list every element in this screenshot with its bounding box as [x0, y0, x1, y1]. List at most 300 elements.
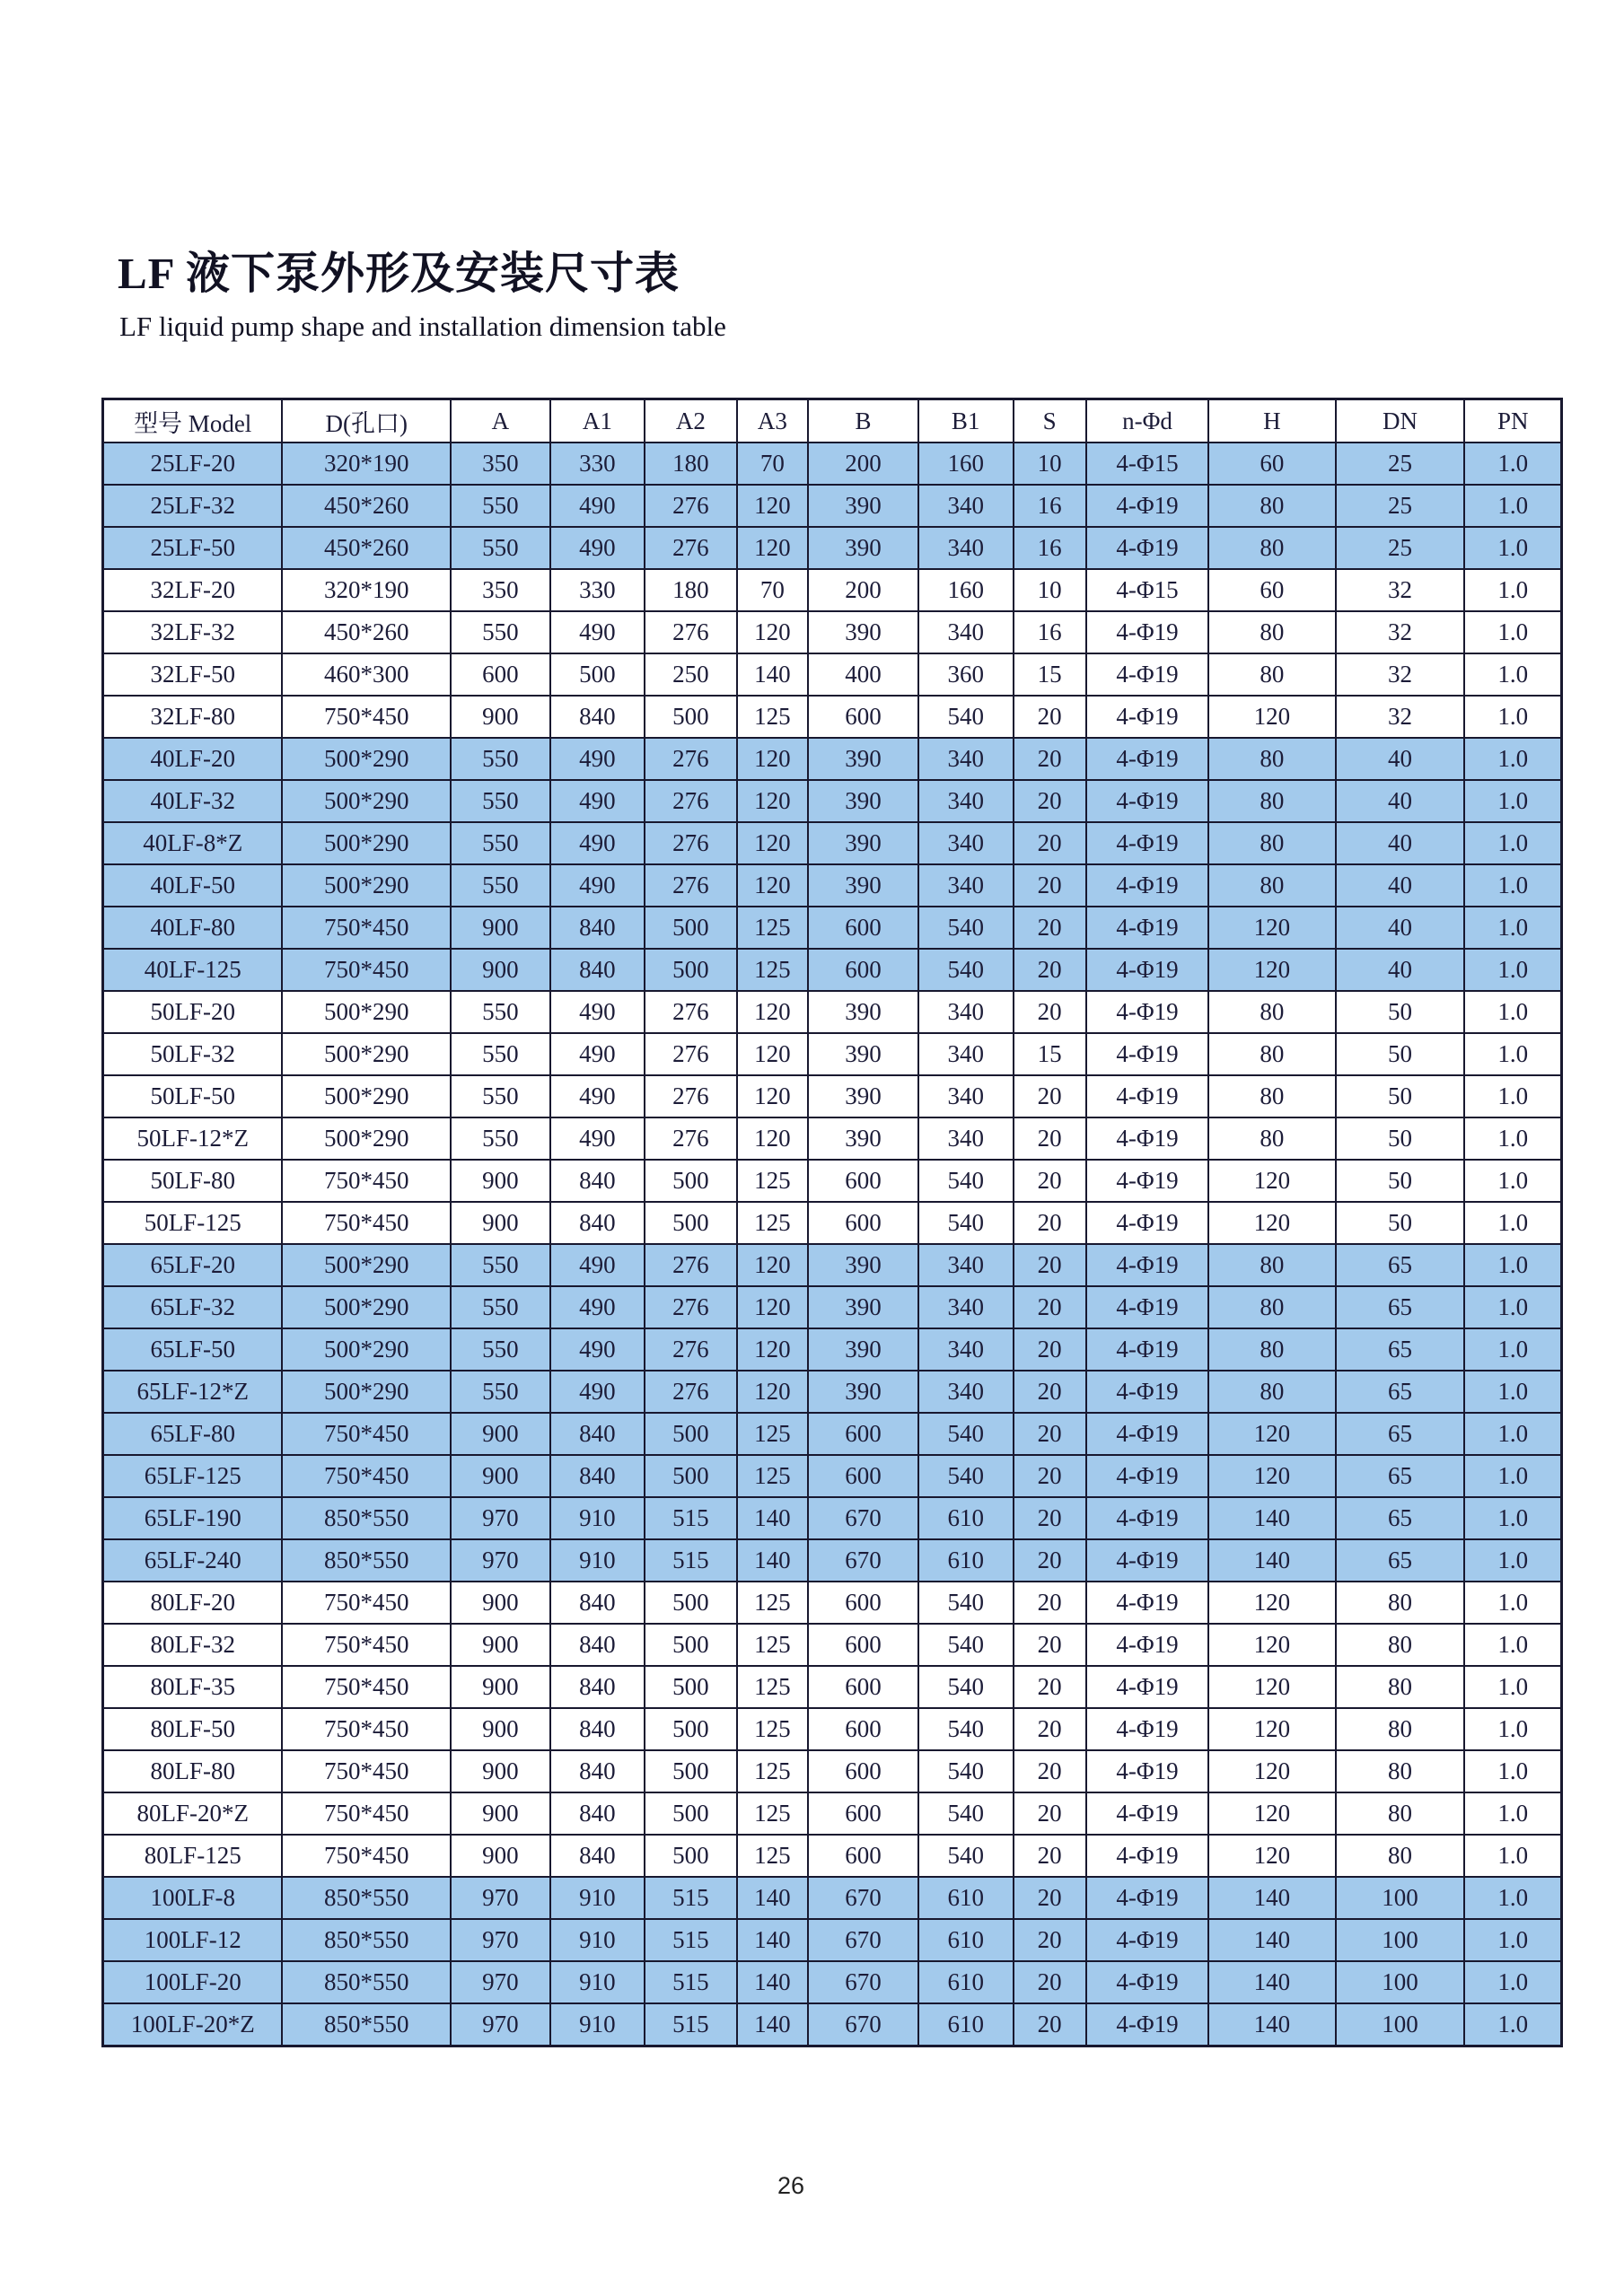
- table-cell: 120: [737, 1033, 809, 1075]
- page-title: LF 液下泵外形及安装尺寸表: [118, 249, 680, 298]
- table-cell: 320*190: [282, 443, 451, 485]
- table-cell: 390: [808, 485, 918, 527]
- table-cell: 490: [550, 1117, 645, 1160]
- table-cell: 276: [645, 864, 736, 907]
- table-cell: 600: [808, 1160, 918, 1202]
- table-cell: 140: [1208, 1919, 1335, 1961]
- table-cell: 840: [550, 1582, 645, 1624]
- table-cell: 900: [451, 1455, 550, 1497]
- table-row: [103, 1792, 1562, 1835]
- table-cell: 515: [645, 1919, 736, 1961]
- table-cell: 20: [1014, 949, 1086, 991]
- table-cell: 120: [737, 864, 809, 907]
- table-cell: 20: [1014, 1835, 1086, 1877]
- table-cell: 4-Φ19: [1086, 1244, 1208, 1286]
- table-cell: 900: [451, 949, 550, 991]
- table-cell: 120: [1208, 1160, 1335, 1202]
- table-cell: 100: [1336, 1877, 1465, 1919]
- table-cell: 1.0: [1464, 1708, 1561, 1750]
- table-cell: 20: [1014, 1624, 1086, 1666]
- table-row: [103, 1750, 1562, 1792]
- table-cell: 100: [1336, 2003, 1465, 2046]
- table-cell: 500: [645, 1413, 736, 1455]
- table-cell: 490: [550, 738, 645, 780]
- table-cell: 80: [1208, 991, 1335, 1033]
- table-cell: 40LF-20: [103, 738, 283, 780]
- table-cell: 4-Φ19: [1086, 2003, 1208, 2046]
- table-cell: 540: [918, 696, 1014, 738]
- table-cell: 500*290: [282, 991, 451, 1033]
- table-cell: 360: [918, 653, 1014, 696]
- table-cell: 4-Φ19: [1086, 1371, 1208, 1413]
- table-cell: 20: [1014, 1413, 1086, 1455]
- table-cell: 910: [550, 1919, 645, 1961]
- table-cell: 340: [918, 1371, 1014, 1413]
- table-cell: 80LF-125: [103, 1835, 283, 1877]
- table-cell: 120: [1208, 696, 1335, 738]
- table-cell: 750*450: [282, 949, 451, 991]
- table-cell: 600: [808, 1666, 918, 1708]
- table-cell: 80: [1208, 864, 1335, 907]
- table-cell: 550: [451, 1075, 550, 1117]
- table-cell: 1.0: [1464, 1666, 1561, 1708]
- table-cell: 850*550: [282, 1877, 451, 1919]
- table-cell: 1.0: [1464, 527, 1561, 569]
- table-cell: 4-Φ19: [1086, 907, 1208, 949]
- table-cell: 80LF-35: [103, 1666, 283, 1708]
- table-cell: 1.0: [1464, 864, 1561, 907]
- table-cell: 4-Φ19: [1086, 1160, 1208, 1202]
- table-cell: 670: [808, 1497, 918, 1539]
- table-cell: 40: [1336, 864, 1465, 907]
- table-cell: 4-Φ19: [1086, 949, 1208, 991]
- table-cell: 65LF-12*Z: [103, 1371, 283, 1413]
- table-cell: 340: [918, 864, 1014, 907]
- table-cell: 900: [451, 1835, 550, 1877]
- table-cell: 350: [451, 569, 550, 611]
- table-cell: 16: [1014, 527, 1086, 569]
- table-cell: 600: [808, 949, 918, 991]
- table-cell: 540: [918, 1792, 1014, 1835]
- table-cell: 500*290: [282, 1033, 451, 1075]
- table-cell: 500*290: [282, 1075, 451, 1117]
- table-cell: 840: [550, 907, 645, 949]
- table-cell: 340: [918, 822, 1014, 864]
- table-cell: 910: [550, 1539, 645, 1582]
- table-cell: 610: [918, 1961, 1014, 2003]
- table-cell: 80: [1208, 611, 1335, 653]
- table-cell: 450*260: [282, 527, 451, 569]
- table-cell: 340: [918, 611, 1014, 653]
- table-cell: 340: [918, 738, 1014, 780]
- table-cell: 390: [808, 1244, 918, 1286]
- table-row: [103, 1117, 1562, 1160]
- table-cell: 50LF-20: [103, 991, 283, 1033]
- table-cell: 20: [1014, 991, 1086, 1033]
- table-cell: 450*260: [282, 485, 451, 527]
- table-header: [103, 399, 1562, 443]
- table-cell: 500: [645, 907, 736, 949]
- table-cell: 970: [451, 1961, 550, 2003]
- table-cell: 276: [645, 1075, 736, 1117]
- table-cell: 670: [808, 1919, 918, 1961]
- table-cell: 32LF-80: [103, 696, 283, 738]
- table-cell: 16: [1014, 485, 1086, 527]
- table-cell: 4-Φ19: [1086, 1835, 1208, 1877]
- table-cell: 20: [1014, 1497, 1086, 1539]
- table-cell: 125: [737, 1202, 809, 1244]
- table-cell: 40LF-80: [103, 907, 283, 949]
- table-cell: 276: [645, 1117, 736, 1160]
- table-cell: 140: [1208, 1497, 1335, 1539]
- table-cell: 4-Φ19: [1086, 1117, 1208, 1160]
- table-cell: 276: [645, 1286, 736, 1328]
- table-cell: 515: [645, 1877, 736, 1919]
- table-cell: 140: [737, 1497, 809, 1539]
- table-cell: 500*290: [282, 1371, 451, 1413]
- table-cell: 4-Φ19: [1086, 780, 1208, 822]
- table-cell: 25LF-50: [103, 527, 283, 569]
- table-cell: 20: [1014, 822, 1086, 864]
- table-cell: 390: [808, 1075, 918, 1117]
- table-cell: 65LF-80: [103, 1413, 283, 1455]
- table-cell: 340: [918, 991, 1014, 1033]
- table-cell: 970: [451, 1497, 550, 1539]
- table-cell: 490: [550, 1328, 645, 1371]
- table-cell: 40: [1336, 738, 1465, 780]
- table-cell: 120: [737, 780, 809, 822]
- table-cell: 276: [645, 1244, 736, 1286]
- table-row: [103, 991, 1562, 1033]
- table-cell: 125: [737, 1708, 809, 1750]
- table-row: [103, 1371, 1562, 1413]
- table-cell: 1.0: [1464, 1624, 1561, 1666]
- table-cell: 125: [737, 1835, 809, 1877]
- table-row: [103, 1244, 1562, 1286]
- table-cell: 330: [550, 569, 645, 611]
- table-cell: 550: [451, 1286, 550, 1328]
- table-cell: 10: [1014, 443, 1086, 485]
- table-cell: 500*290: [282, 864, 451, 907]
- table-cell: 32: [1336, 653, 1465, 696]
- table-cell: 340: [918, 1075, 1014, 1117]
- table-cell: 80: [1336, 1750, 1465, 1792]
- table-cell: 100: [1336, 1919, 1465, 1961]
- table-cell: 350: [451, 443, 550, 485]
- table-cell: 60: [1208, 443, 1335, 485]
- table-cell: 490: [550, 485, 645, 527]
- table-cell: 490: [550, 1371, 645, 1413]
- table-cell: 25: [1336, 443, 1465, 485]
- table-row: [103, 2003, 1562, 2046]
- table-cell: 50LF-125: [103, 1202, 283, 1244]
- table-cell: 50: [1336, 1075, 1465, 1117]
- table-cell: 120: [737, 1117, 809, 1160]
- table-row: [103, 1413, 1562, 1455]
- table-cell: 4-Φ19: [1086, 1666, 1208, 1708]
- table-cell: 80LF-20: [103, 1582, 283, 1624]
- table-cell: 600: [808, 907, 918, 949]
- table-cell: 600: [808, 696, 918, 738]
- table-cell: 60: [1208, 569, 1335, 611]
- table-cell: 340: [918, 1033, 1014, 1075]
- table-cell: 970: [451, 1877, 550, 1919]
- table-row: [103, 1582, 1562, 1624]
- table-cell: 670: [808, 2003, 918, 2046]
- table-cell: 540: [918, 1666, 1014, 1708]
- table-cell: 600: [451, 653, 550, 696]
- table-cell: 40: [1336, 822, 1465, 864]
- table-cell: 4-Φ19: [1086, 1286, 1208, 1328]
- table-cell: 40: [1336, 907, 1465, 949]
- table-cell: 4-Φ15: [1086, 443, 1208, 485]
- table-row: [103, 1075, 1562, 1117]
- table-cell: 20: [1014, 1708, 1086, 1750]
- table-cell: 540: [918, 907, 1014, 949]
- table-cell: 390: [808, 1286, 918, 1328]
- table-cell: 20: [1014, 1666, 1086, 1708]
- table-cell: 125: [737, 1582, 809, 1624]
- table-cell: 140: [1208, 1539, 1335, 1582]
- table-cell: 340: [918, 485, 1014, 527]
- table-cell: 40LF-8*Z: [103, 822, 283, 864]
- table-cell: 276: [645, 1033, 736, 1075]
- table-cell: 900: [451, 1624, 550, 1666]
- column-header: DN: [1336, 399, 1465, 443]
- table-row: [103, 1202, 1562, 1244]
- table-cell: 125: [737, 1750, 809, 1792]
- table-row: [103, 780, 1562, 822]
- table-cell: 1.0: [1464, 653, 1561, 696]
- table-cell: 80LF-20*Z: [103, 1792, 283, 1835]
- table-cell: 840: [550, 1750, 645, 1792]
- table-row: [103, 653, 1562, 696]
- table-cell: 670: [808, 1877, 918, 1919]
- table-cell: 125: [737, 1666, 809, 1708]
- table-cell: 500*290: [282, 1244, 451, 1286]
- table-cell: 1.0: [1464, 1497, 1561, 1539]
- table-cell: 1.0: [1464, 1539, 1561, 1582]
- table-cell: 1.0: [1464, 949, 1561, 991]
- table-cell: 50: [1336, 1160, 1465, 1202]
- table-cell: 140: [1208, 2003, 1335, 2046]
- table-cell: 20: [1014, 1582, 1086, 1624]
- table-cell: 65: [1336, 1244, 1465, 1286]
- table-cell: 550: [451, 864, 550, 907]
- table-cell: 20: [1014, 1371, 1086, 1413]
- table-cell: 140: [737, 1539, 809, 1582]
- table-row: [103, 527, 1562, 569]
- column-header: n-Φd: [1086, 399, 1208, 443]
- table-cell: 540: [918, 1708, 1014, 1750]
- table-cell: 670: [808, 1961, 918, 2003]
- table-cell: 390: [808, 738, 918, 780]
- table-cell: 20: [1014, 2003, 1086, 2046]
- table-cell: 65LF-190: [103, 1497, 283, 1539]
- table-row: [103, 1497, 1562, 1539]
- table-cell: 500*290: [282, 822, 451, 864]
- table-cell: 20: [1014, 1961, 1086, 2003]
- column-header: A1: [550, 399, 645, 443]
- table-cell: 80: [1208, 1286, 1335, 1328]
- table-cell: 970: [451, 1539, 550, 1582]
- table-cell: 120: [1208, 1413, 1335, 1455]
- table-row: [103, 1961, 1562, 2003]
- table-cell: 120: [737, 1328, 809, 1371]
- table-cell: 25LF-20: [103, 443, 283, 485]
- table-cell: 4-Φ19: [1086, 1877, 1208, 1919]
- table-cell: 4-Φ19: [1086, 485, 1208, 527]
- table-cell: 65LF-50: [103, 1328, 283, 1371]
- table-cell: 1.0: [1464, 1835, 1561, 1877]
- table-cell: 120: [737, 611, 809, 653]
- table-cell: 550: [451, 991, 550, 1033]
- table-cell: 120: [737, 1075, 809, 1117]
- table-cell: 500: [645, 1666, 736, 1708]
- column-header: D(孔口): [282, 399, 451, 443]
- table-cell: 1.0: [1464, 738, 1561, 780]
- table-cell: 550: [451, 738, 550, 780]
- table-cell: 80: [1208, 485, 1335, 527]
- table-cell: 320*190: [282, 569, 451, 611]
- table-cell: 490: [550, 864, 645, 907]
- table-cell: 4-Φ19: [1086, 1455, 1208, 1497]
- table-cell: 276: [645, 611, 736, 653]
- table-cell: 330: [550, 443, 645, 485]
- table-cell: 120: [737, 738, 809, 780]
- table-cell: 65: [1336, 1286, 1465, 1328]
- table-cell: 80: [1208, 1371, 1335, 1413]
- table-cell: 750*450: [282, 1792, 451, 1835]
- table-cell: 50LF-12*Z: [103, 1117, 283, 1160]
- table-cell: 600: [808, 1708, 918, 1750]
- table-cell: 490: [550, 822, 645, 864]
- table-cell: 910: [550, 1877, 645, 1919]
- table-cell: 1.0: [1464, 1413, 1561, 1455]
- table-cell: 750*450: [282, 1413, 451, 1455]
- table-cell: 15: [1014, 653, 1086, 696]
- table-cell: 200: [808, 443, 918, 485]
- table-cell: 550: [451, 485, 550, 527]
- table-cell: 910: [550, 1497, 645, 1539]
- table-cell: 50LF-80: [103, 1160, 283, 1202]
- table-cell: 120: [1208, 1666, 1335, 1708]
- table-cell: 550: [451, 611, 550, 653]
- table-cell: 120: [1208, 1835, 1335, 1877]
- table-body: [103, 443, 1562, 2046]
- table-cell: 65: [1336, 1413, 1465, 1455]
- table-cell: 1.0: [1464, 1961, 1561, 2003]
- table-cell: 515: [645, 1539, 736, 1582]
- table-cell: 750*450: [282, 1582, 451, 1624]
- table-cell: 120: [1208, 1455, 1335, 1497]
- table-cell: 50: [1336, 1202, 1465, 1244]
- table-cell: 276: [645, 527, 736, 569]
- table-cell: 4-Φ19: [1086, 696, 1208, 738]
- table-cell: 80LF-80: [103, 1750, 283, 1792]
- column-header: A: [451, 399, 550, 443]
- column-header: A3: [737, 399, 809, 443]
- table-cell: 80LF-50: [103, 1708, 283, 1750]
- table-cell: 120: [737, 991, 809, 1033]
- table-cell: 4-Φ19: [1086, 1539, 1208, 1582]
- table-cell: 65: [1336, 1371, 1465, 1413]
- table-cell: 500: [550, 653, 645, 696]
- table-cell: 65: [1336, 1328, 1465, 1371]
- table-cell: 20: [1014, 1455, 1086, 1497]
- table-cell: 840: [550, 1624, 645, 1666]
- table-cell: 850*550: [282, 1539, 451, 1582]
- table-cell: 50: [1336, 1117, 1465, 1160]
- table-cell: 600: [808, 1750, 918, 1792]
- table-cell: 840: [550, 1835, 645, 1877]
- table-cell: 500*290: [282, 1328, 451, 1371]
- table-cell: 1.0: [1464, 569, 1561, 611]
- table-row: [103, 1919, 1562, 1961]
- table-cell: 750*450: [282, 1835, 451, 1877]
- table-cell: 70: [737, 569, 809, 611]
- table-cell: 1.0: [1464, 2003, 1561, 2046]
- table-cell: 32LF-50: [103, 653, 283, 696]
- table-cell: 160: [918, 443, 1014, 485]
- table-cell: 390: [808, 991, 918, 1033]
- table-cell: 750*450: [282, 696, 451, 738]
- table-row: [103, 1877, 1562, 1919]
- table-cell: 1.0: [1464, 1455, 1561, 1497]
- table-cell: 250: [645, 653, 736, 696]
- table-cell: 65: [1336, 1455, 1465, 1497]
- table-cell: 80: [1208, 738, 1335, 780]
- table-cell: 25: [1336, 485, 1465, 527]
- table-cell: 276: [645, 738, 736, 780]
- table-cell: 500: [645, 1792, 736, 1835]
- table-cell: 600: [808, 1413, 918, 1455]
- table-cell: 70: [737, 443, 809, 485]
- table-cell: 340: [918, 1244, 1014, 1286]
- table-cell: 120: [1208, 1708, 1335, 1750]
- column-header: B: [808, 399, 918, 443]
- table-cell: 490: [550, 1075, 645, 1117]
- table-row: [103, 696, 1562, 738]
- table-cell: 900: [451, 1666, 550, 1708]
- column-header: A2: [645, 399, 736, 443]
- table-cell: 490: [550, 527, 645, 569]
- table-cell: 50: [1336, 991, 1465, 1033]
- table-cell: 140: [737, 1961, 809, 2003]
- table-cell: 500: [645, 696, 736, 738]
- table-cell: 80: [1208, 527, 1335, 569]
- table-cell: 900: [451, 1413, 550, 1455]
- table-cell: 125: [737, 1792, 809, 1835]
- table-cell: 1.0: [1464, 1582, 1561, 1624]
- table-cell: 515: [645, 1497, 736, 1539]
- table-cell: 25LF-32: [103, 485, 283, 527]
- table-cell: 20: [1014, 1877, 1086, 1919]
- table-cell: 850*550: [282, 1961, 451, 2003]
- table-row: [103, 1666, 1562, 1708]
- table-cell: 670: [808, 1539, 918, 1582]
- table-cell: 750*450: [282, 1624, 451, 1666]
- table-cell: 65LF-32: [103, 1286, 283, 1328]
- table-cell: 840: [550, 1666, 645, 1708]
- table-cell: 515: [645, 2003, 736, 2046]
- table-cell: 1.0: [1464, 1286, 1561, 1328]
- table-cell: 490: [550, 991, 645, 1033]
- table-cell: 50LF-50: [103, 1075, 283, 1117]
- table-row: [103, 1455, 1562, 1497]
- table-cell: 1.0: [1464, 1792, 1561, 1835]
- table-cell: 1.0: [1464, 907, 1561, 949]
